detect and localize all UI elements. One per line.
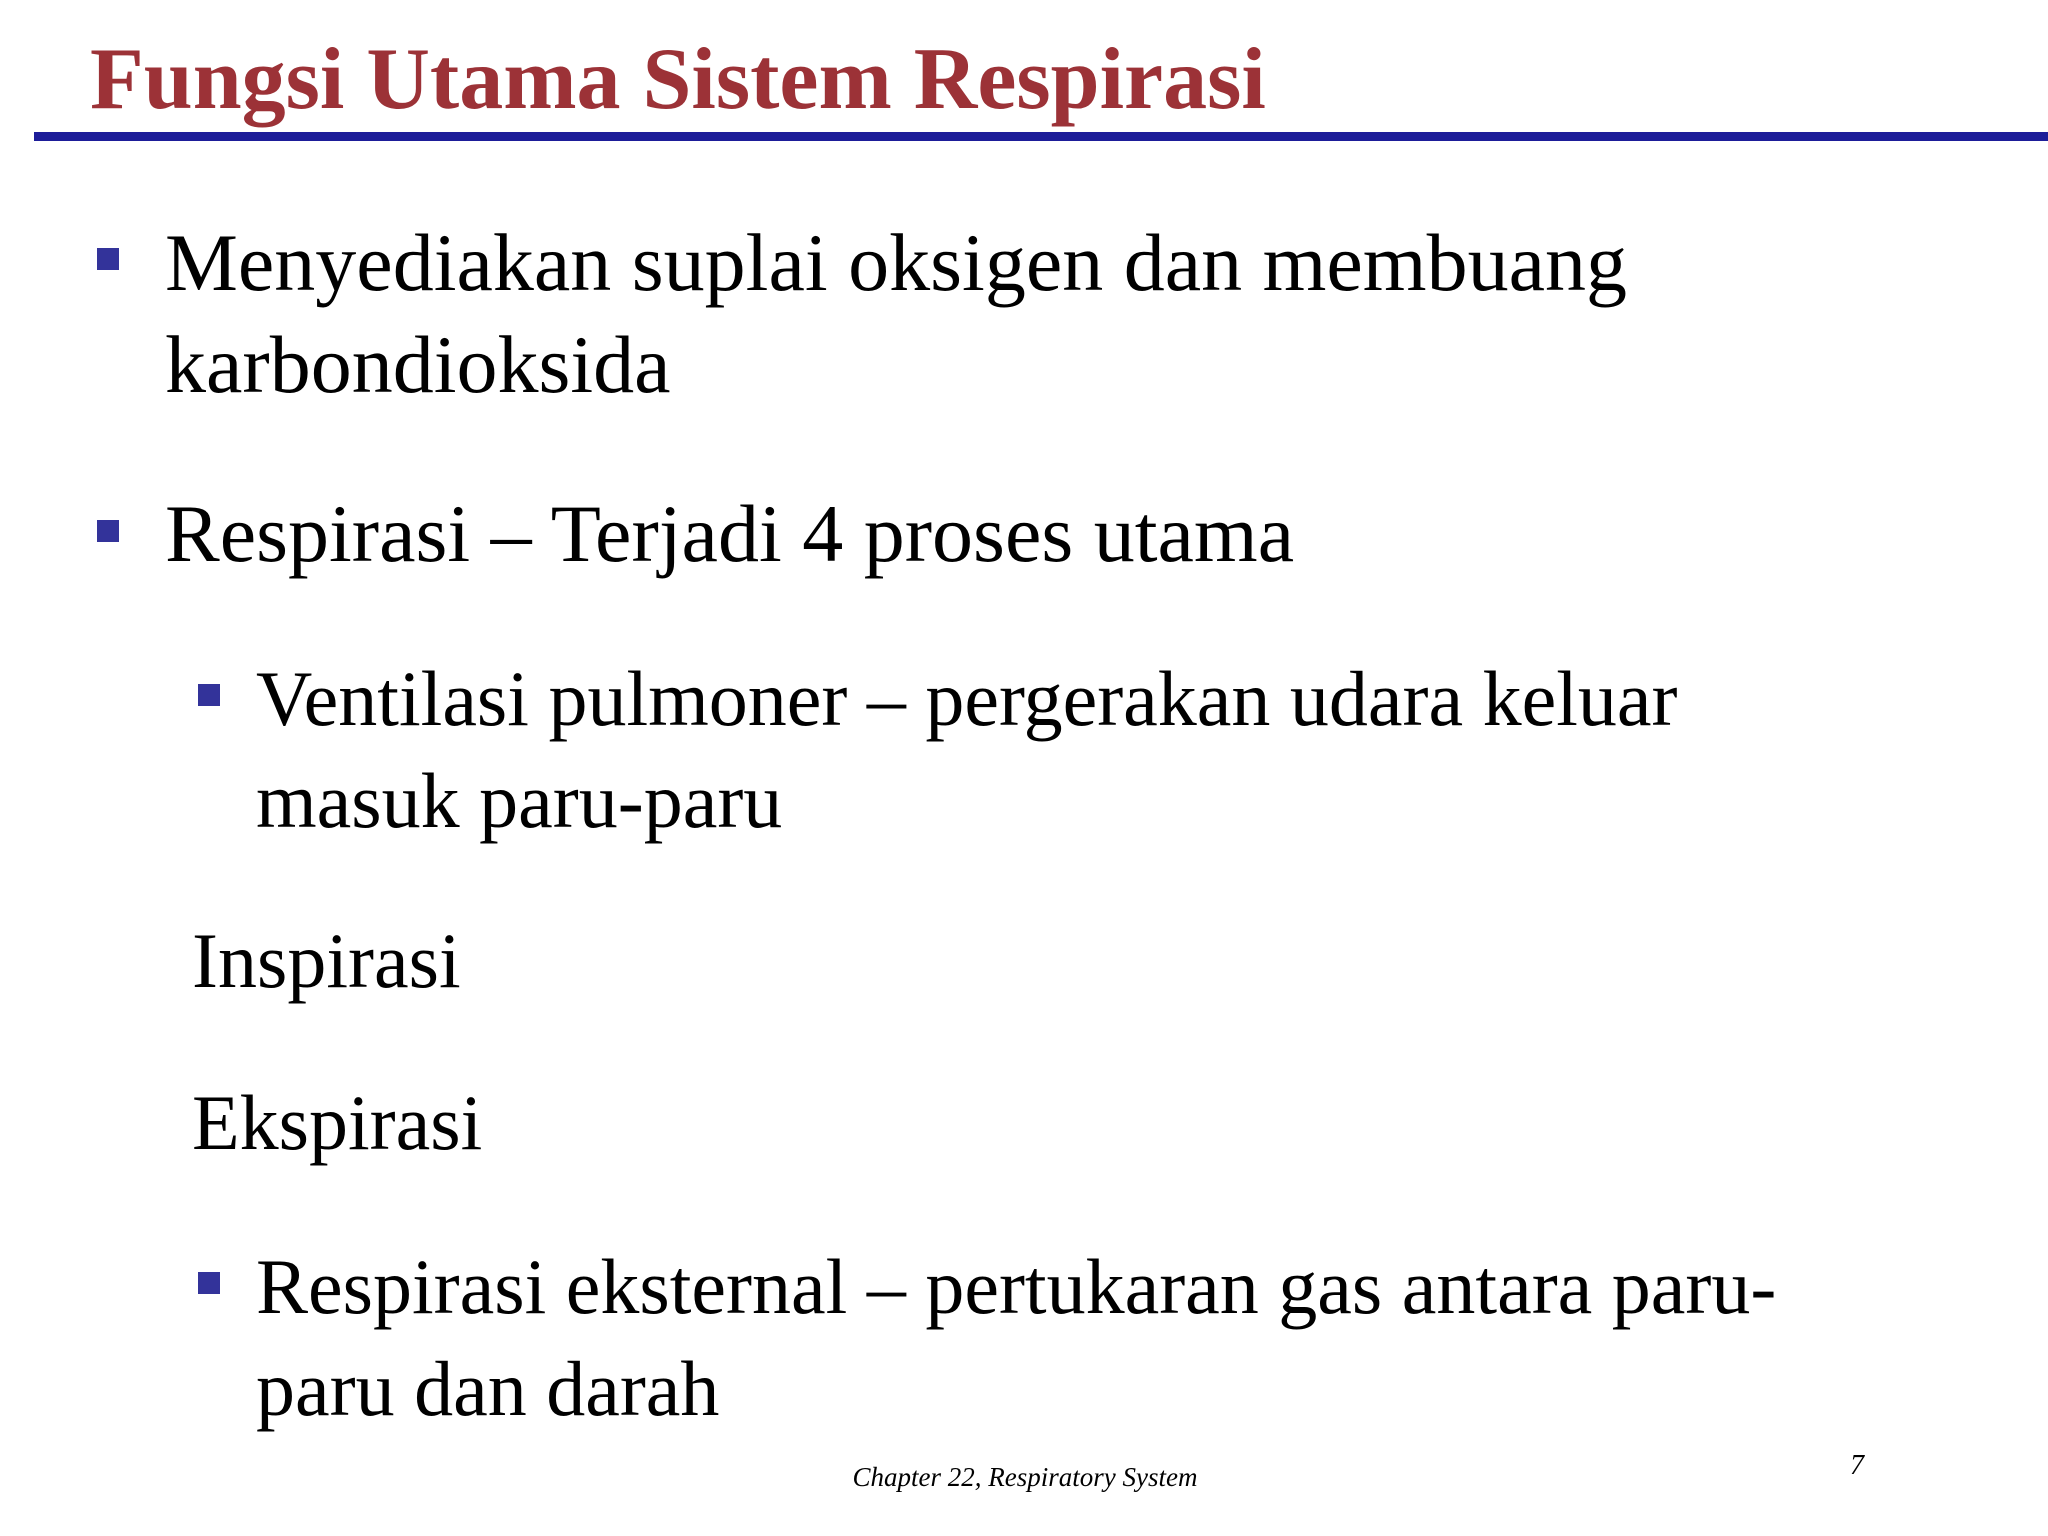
plain-line-ekspirasi: Ekspirasi xyxy=(192,1079,483,1166)
sub-bullet-line: paru dan darah xyxy=(256,1345,720,1432)
sub-bullet-line: Ventilasi pulmoner – pergerakan udara keluar xyxy=(256,655,1678,742)
square-bullet-icon xyxy=(198,1272,220,1294)
slide-title: Fungsi Utama Sistem Respirasi xyxy=(90,31,1266,128)
bullet-line: karbondioksida xyxy=(165,319,671,410)
slide-footer: Chapter 22, Respiratory System xyxy=(852,1462,1198,1492)
square-bullet-icon xyxy=(198,684,220,706)
bullet-line: Menyediakan suplai oksigen dan membuang xyxy=(165,217,1627,308)
page-number: 7 xyxy=(1850,1450,1864,1481)
bullet-line: Respirasi – Terjadi 4 proses utama xyxy=(165,488,1295,579)
square-bullet-icon xyxy=(97,248,119,270)
plain-line-inspirasi: Inspirasi xyxy=(192,917,461,1004)
square-bullet-icon xyxy=(97,520,119,542)
sub-bullet-line: Respirasi eksternal – pertukaran gas antara paru- xyxy=(256,1243,1777,1330)
title-underline xyxy=(34,132,2048,141)
sub-bullet-line: masuk paru-paru xyxy=(256,757,783,844)
